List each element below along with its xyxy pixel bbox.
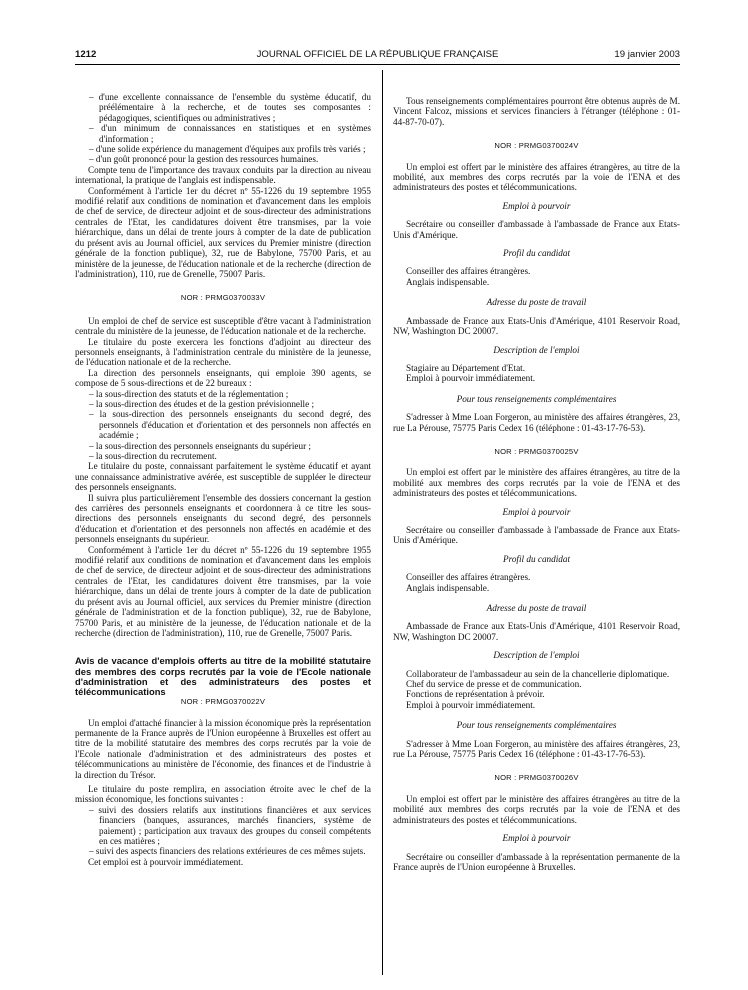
section-heading: Pour tous renseignements complémentaires — [456, 393, 617, 404]
list-item: – d'une excellente connaissance de l'ensemble du système éducatif, du préélémentaire à la recherche, et de toutes ses composantes : pédagogiques, scientifiques ou administratives ; — [89, 92, 371, 123]
list-item: – la sous-direction des statuts et de la réglementation ; — [89, 388, 289, 399]
right-column — [393, 96, 680, 872]
paragraph: Un emploi est offert par le ministère des affaires étrangères, au titre de la mobilité, aux membres des corps recrutés par la voie de l'ENA et des administrateurs des postes et télécommunications. — [393, 161, 680, 193]
paragraph: Conformément à l'article 1er du décret nº 55-1226 du 19 septembre 1955 modifié relatif aux conditions de nomination et d'avancement dans les emplois de chef de service, de directeur adjoint et de sous-directeur des administrations centrales de l'Etat, les candidatures doivent être transmises, par la voie hiérarchique, dans un délai de trente jours à compter de la date de publication du présent avis au Journal officiel, aux services du Premier ministre (direction générale de la fonction publique), 32, rue de Babylone, 75700 Paris, et au ministère de la jeunesse, de l'éducation nationale et de la recherche (direction de l'administration), 110, rue de Grenelle, 75007 Paris. — [75, 185, 371, 279]
list-item: – la sous-direction des personnels enseignants du supérieur ; — [89, 440, 311, 451]
header-rule — [75, 64, 680, 65]
section-heading: Description de l'emploi — [493, 344, 580, 355]
paragraph: Anglais indispensable. — [406, 276, 490, 287]
paragraph: Stagiaire au Département d'Etat. — [406, 362, 526, 373]
paragraph: Compte tenu de l'importance des travaux conduits par la direction au niveau international, la pratique de l'anglais est indispensable. — [75, 164, 371, 186]
paragraph: Emploi à pourvoir immédiatement. — [406, 699, 536, 710]
section-heading: Profil du candidat — [502, 248, 571, 259]
paragraph: Conseiller des affaires étrangères. — [406, 572, 531, 583]
paragraph: Tous renseignements complémentaires pourront être obtenus auprès de M. Vincent Falcoz, missions et services financiers à l'étranger (téléphone : 01-44-87-70-07). — [393, 96, 680, 127]
paragraph: Conseiller des affaires étrangères. — [406, 266, 531, 277]
list-item: – la sous-direction des personnels enseignants du second degré, des personnels d'éducation et d'orientation et des personnels non affectés en académie ; — [89, 409, 371, 441]
paragraph: Cet emploi est à pourvoir immédiatement. — [88, 856, 244, 867]
section-heading: Emploi à pourvoir — [502, 200, 571, 211]
paragraph: Collaborateur de l'ambassadeur au sein de la chancellerie diplomatique. — [406, 668, 670, 679]
paragraph: La direction des personnels enseignants, qui emploie 390 agents, se compose de 5 sous-directions et de 22 bureaux : — [75, 367, 371, 389]
paragraph: Il suivra plus particulièrement l'ensemble des dossiers concernant la gestion des carrières des personnels enseignants et coordonnera à ce titre les sous-directions des personnels enseignants du second degré, des personnels d'éducation et d'orientation et des personnels non affectés en académie et des personnels enseignants du supérieur. — [75, 492, 371, 545]
section-heading: Profil du candidat — [502, 553, 571, 564]
nor-reference: NOR : PRMG0370024V — [494, 141, 579, 151]
list-item: – d'un minimum de connaissances en statistiques et en systèmes d'information ; — [89, 123, 371, 144]
paragraph: Secrétaire ou conseiller d'ambassade à l'ambassade de France aux Etats-Unis d'Amérique. — [393, 219, 680, 240]
list-item: – suivi des dossiers relatifs aux institutions financières et aux services financiers (banques, assurances, marchés financiers, système de paiement) ; participation aux travaux des groupes du conseil compétents en ces matières ; — [89, 804, 371, 846]
page-header — [75, 49, 680, 63]
paragraph: Le titulaire du poste exercera les fonctions d'adjoint au directeur des personnels enseignants, à l'administration centrale du ministère de la jeunesse, de l'éducation nationale et de la recherche. — [75, 336, 371, 368]
section-heading: Description de l'emploi — [493, 650, 580, 661]
paragraph: Le titulaire du poste, connaissant parfaitement le système éducatif et ayant une connaissance administrative avérée, est susceptible de suppléer le directeur des personnels enseignants. — [75, 461, 371, 493]
list-item: – la sous-direction des études et de la gestion prévisionnelle ; — [89, 398, 315, 409]
nor-reference: NOR : PRMG0370026V — [494, 773, 579, 783]
paragraph: Emploi à pourvoir immédiatement. — [406, 373, 536, 384]
paragraph: Fonctions de représentation à prévoir. — [406, 689, 545, 700]
paragraph: Conformément à l'article 1er du décret nº 55-1226 du 19 septembre 1955 modifié relatif aux conditions de nomination et d'avancement dans les emplois de chef de service, de directeur adjoint et de sous-directeur des administrations centrales de l'Etat, les candidatures doivent être transmises, par la voie hiérarchique, dans un délai de trente jours à compter de la date de publication du présent avis au Journal officiel, aux services du Premier ministre (direction générale de l'administration et de la fonction publique), 32, rue de Babylone, 75700 Paris, et au ministère de la jeunesse, de l'éducation nationale et de la recherche (direction de l'administration), 110, rue de Grenelle, 75007 Paris. — [75, 544, 371, 638]
section-heading: Pour tous renseignements complémentaires — [456, 720, 617, 731]
list-item: – d'une solide expérience du management d'équipes aux profils très variés ; — [89, 144, 366, 155]
paragraph: Un emploi est offert par le ministère des affaires étrangères, au titre de la mobilité aux membres des corps recrutés par la voie de l'ENA et des administrateurs des postes et télécommunications. — [393, 467, 680, 499]
list-item: – suivi des aspects financiers des relations extérieures de ces mêmes sujets. — [89, 846, 366, 857]
list-item: – la sous-direction du recrutement. — [89, 451, 217, 461]
paragraph: Un emploi d'attaché financier à la mission économique près la représentation permanente de la France auprès de l'Union européenne à Bruxelles est offert au titre de la mobilité statutaire des membres des corps recrutés par la voie de l'Ecole nationale d'administration et des administrateurs des postes et télécommunications au ministère de l'économie, des finances et de l'industrie à la direction du Trésor. — [75, 717, 371, 780]
left-column — [75, 92, 371, 867]
paragraph: Le titulaire du poste remplira, en association étroite avec le chef de la mission économique, les fonctions suivantes : — [75, 783, 371, 805]
notice-title: Avis de vacance d'emplois offerts au titre de la mobilité statutaire des membres des corps recrutés par la voie de l'Ecole nationale d'administration et des administrateurs des postes et télécommunications — [75, 655, 371, 697]
section-heading: Emploi à pourvoir — [502, 833, 571, 844]
paragraph: Anglais indispensable. — [406, 582, 490, 593]
paragraph: Ambassade de France aux Etats-Unis d'Amérique, 4101 Reservoir Road, NW, Washington DC 20007. — [393, 621, 680, 642]
paragraph: Secrétaire ou conseiller d'ambassade à la représentation permanente de la France auprès de l'Union européenne à Bruxelles. — [393, 851, 680, 872]
nor-reference: NOR : PRMG0370033V — [180, 293, 266, 303]
paragraph: Ambassade de France aux Etats-Unis d'Amérique, 4101 Reservoir Road, NW, Washington DC 20007. — [393, 315, 680, 337]
paragraph: Chef du service de presse et de communication. — [406, 679, 582, 690]
section-heading: Emploi à pourvoir — [502, 506, 571, 517]
paragraph: Un emploi de chef de service est susceptible d'être vacant à l'administration centrale du ministère de la jeunesse, de l'éducation nationale et de la recherche. — [75, 315, 371, 337]
section-heading: Adresse du poste de travail — [486, 297, 587, 308]
journal-title: JOURNAL OFFICIEL DE LA RÉPUBLIQUE FRANÇAISE — [256, 49, 499, 60]
paragraph: S'adresser à Mme Loan Forgeron, au ministère des affaires étrangères, 23, rue La Pérouse, 75775 Paris Cedex 16 (téléphone : 01-43-17-76-53). — [393, 412, 680, 433]
list-item: – d'un goût prononcé pour la gestion des ressources humaines. — [89, 154, 319, 165]
nor-reference: NOR : PRMG0370022V — [180, 697, 266, 707]
paragraph: Secrétaire ou conseiller d'ambassade à l'ambassade de France aux Etats-Unis d'Amérique. — [393, 524, 680, 546]
nor-reference: NOR : PRMG0370025V — [494, 446, 579, 456]
issue-date: 19 janvier 2003 — [614, 49, 680, 60]
section-heading: Adresse du poste de travail — [486, 603, 587, 613]
paragraph: Un emploi est offert par le ministère des affaires étrangères au titre de la mobilité aux membres des corps recrutés par la voie de l'ENA et des administrateurs des postes et télécommunications. — [393, 793, 680, 825]
page-number: 1212 — [75, 49, 97, 60]
paragraph: S'adresser à Mme Loan Forgeron, au ministère des affaires étrangères, 23, rue La Pérouse, 75775 Paris Cedex 16 (téléphone : 01-43-17-76-53). — [393, 738, 680, 760]
column-divider — [382, 70, 383, 975]
